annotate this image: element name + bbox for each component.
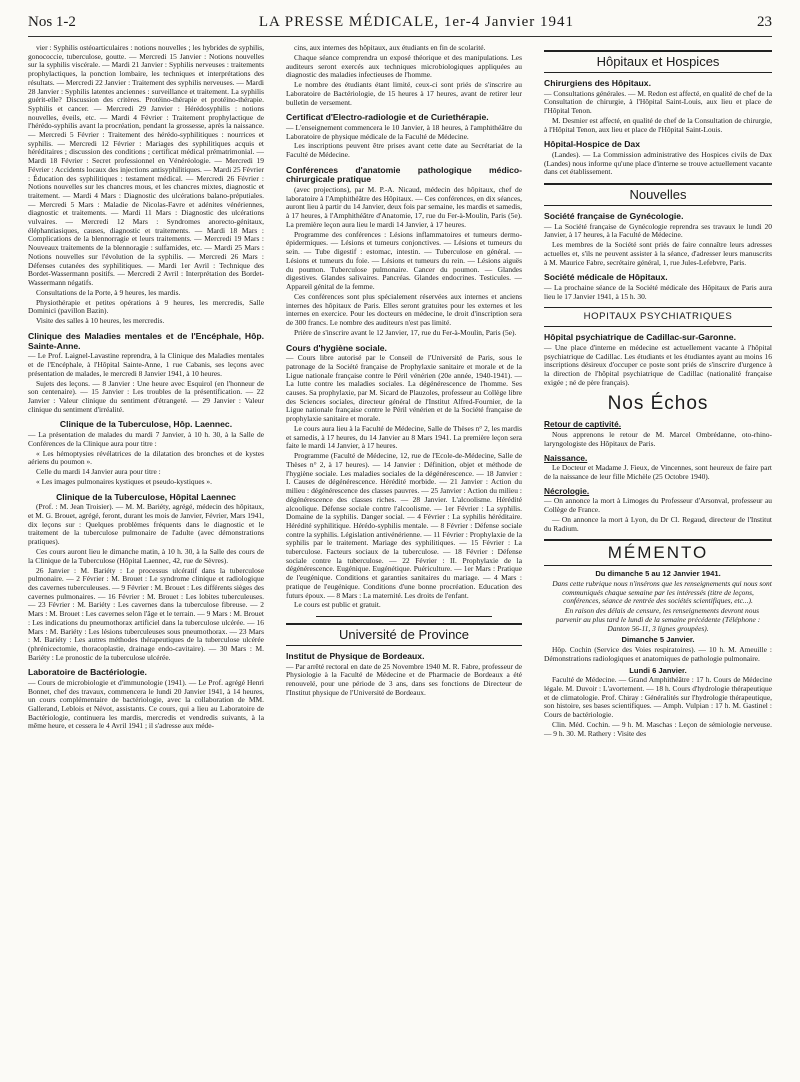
paragraph: — On annonce la mort à Lyon, du Dr Cl. Regaud, directeur de l'Institut du Radium. — [544, 514, 772, 533]
c3-e3-title: Nécrologie. — [544, 485, 590, 496]
paragraph: Dans cette rubrique nous n'insérons que les renseignements qui nous sont communiqués chaque semaine par les intéressés (titre de leçons, conférences, séance de rentrée des sociétés scientifiques, etc...). — [552, 579, 772, 606]
paragraph: — Cours libre autorisé par le Conseil de l'Université de Paris, sous le patronage de la Société française de Prophylaxie sanitaire et morale et de la Ligue nationale française contre le Péril vénérien (20e année, 1940-1941). — La lutte contre les maladies sociales. La dégénérescence de l'homme. Ses causes. Sa prophylaxie, par M. Sicard de Plauzoles, professeur au Collège libre des Sciences sociales, directeur général de l'Institut Alfred-Fournier, de la Ligue nationale française contre le Péril vénérien et de la Société française de prophylaxie sanitaire et morale. — [286, 353, 522, 424]
c3-h2-title: Hôpital-Hospice de Dax — [544, 139, 640, 150]
paragraph: Faculté de Médecine. — Grand Amphithéâtre : 17 h. Cours de Médecine légale. M. Duvoir : L'avortement. — 18 h. Cours d'hydrologie thérapeutique et de climatologie. Prof. Chiray : Généralités sur l'hydrologie thérapeutique, son histoire, ses bases scientifiques. — Amph. Vulpian : 17 h. M. Gastinel : Cours de bactériologie. — [544, 675, 772, 720]
paragraph: — La présentation de malades du mardi 7 Janvier, à 10 h. 30, à la Salle de Conférences de la Clinique aura pour titre : — [28, 429, 264, 448]
paragraph: « Les hémoptysies révélatrices de la dilatation des bronches et de kystes aériens du poumon ». — [28, 448, 264, 467]
paragraph: Le cours est public et gratuit. — [294, 600, 381, 610]
c2-s4-body — [286, 663, 522, 698]
c2-intro — [286, 44, 522, 107]
paragraph: Chaque séance comprendra un exposé théorique et des manipulations. Les auditeurs seront exercés aux techniques microbiologiques appliquées au diagnostic des maladies infectieuses de l'homme. — [286, 52, 522, 80]
c3-h1-body — [544, 90, 772, 135]
paragraph: « Les images pulmonaires kystiques et pseudo-kystiques ». — [36, 477, 212, 487]
paragraph: — L'enseignement commencera le 10 Janvier, à 18 heures, à l'amphithéâtre du Laboratoire de physique médicale de la Faculté de Médecine. — [286, 122, 522, 141]
c2-s3-body — [286, 354, 522, 610]
column-2 — [286, 44, 522, 699]
c3-n2-body — [544, 284, 772, 301]
paragraph: vier : Syphilis ostéoarticulaires : notions nouvelles ; les hybrides de syphilis, gonococcie, tuberculose, goutte. — Mercredi 15 Janvier : Notions nouvelles sur la syphilis viscérale. — Mardi 21 Janvier : Syphilis nerveuses : traitements prophylactiques, la ponction lombaire, les techniques et interprétations des résultats. — Mercredi 22 Janvier : Traitement des syphilis nerveuses. — Mardi 28 Janvier : Syphilis latentes anciennes : surveillance et traitement. La syphilis guérit-elle? Discussion des critères. Protéino-thérapie et protéino-thérapie. Syphilis et cancer. — Mercredi 29 Janvier : Hérédosyphilis : notions nouvelles, éveils, etc. — Mardi 4 Février : Traitement prophylactique de l'hérédo-syphilis avant la procréation, pendant la grossesse, après la naissance. — Mercredi 5 Février : Traitement des hérédo-syphilitiques : nourrices et syphilis. — Mercredi 12 Février : Mariages des syphilitiques acquis et héréditaires ; discussion des conditions ; certificat médical prématrimonial. — Mardi 18 Février : Secret professionnel en Vénéréologie. — Mercredi 19 Février : Accidents locaux des injections antisyphilitiques. — Mardi 25 Février : Éducation des syphilitiques : testament médical. — Mercredi 26 Février : Notions nouvelles sur les chancres mous, et les chancres mixtes, diagnostic et traitement. — Mardi 4 Mars : Diagnostic des ulcérations balano-préputiales. — Mercredi 5 Mars : Maladie de Nicolas-Favre et adénites vénériennes, diagnostic et traitements. — Mardi 11 Mars : Diagnostic des ulcérations vulvaires. — Mercredi 12 Mars : Syndromes anorecto-génitaux, éléphantiasiques, causes, diagnostic et traitements. — Mardi 18 Mars : Complications de la blennorragie et leurs traitements. — Mercredi 19 Mars : Nouveaux traitements de la blennoragie : sulfamides, etc. — Mardi 25 Mars : Notions nouvelles sur l'évolution de la syphilis. — Mercredi 26 Mars : Défenses cutanées des syphilitiques. — Mardi 1er Avril : Technique des Bordet-Wassermann positifs. — Mercredi 2 Avril : Interprétation des Bordet-Wassermann négatifs. — [28, 43, 264, 287]
c3-e1-title: Retour de captivité. — [544, 419, 621, 430]
c3-n2-title: Société médicale de Hôpitaux. — [544, 272, 668, 283]
memento-intro — [544, 580, 772, 633]
paragraph: Programme des conférences : Lésions inflammatoires et tumeurs dermo-épidermiques. — Lésions et tumeurs conjonctives. — Lésions et tumeurs du sein. — Tube digestif : estomac, intestin. — Tuberculose en général. — Lésions et tumeurs du foie. — Lésions et tumeurs du rein. — Lésions aiguës du poumon. Tuberculose pulmonaire. Cancer du poumon. — Glandes digestives. Glandes salivaires. Pancréas. Glandes endocrines. Testicules. — Appareil génital de la femme. — [286, 229, 522, 291]
c2-s1-body — [286, 124, 522, 160]
memento-day-2-body — [544, 676, 772, 738]
memento-day-1-body — [544, 646, 772, 663]
paragraph: — Cours de microbiologie et d'immunologie (1941). — Le Prof. agrégé Henri Bonnet, chef des travaux, commencera le lundi 20 Janvier 1941, à 14 heures, un cours complémentaire de bactériologie, avec la collaboration de MM. Gallerand, Leblois et Névot, assistants. Ce cours, qui a lieu au Laboratoire de Bactériologie, continuera les mardis, mercredis et vendredis suivants, à la même heure, et cessera le 4 Avril 1941 ; il s'adresse aux méde- — [28, 677, 264, 731]
paragraph: 26 Janvier : M. Bariéty : Le processus ulcératif dans la tuberculose pulmonaire. — 2 Février : M. Brouet : Le syndrome clinique et radiologique des cavernes tuberculeuses. — 9 Février : M. Brouet : Les différents sièges des cavernes pulmonaires. — 16 Février : M. Brouet : Les lobites tuberculeuses. — 23 Février : M. Bariéty : Les cavernes dans la tuberculose fibreuse. — 2 Mars : M. Brouet : Les cavernes selon l'âge et le terrain. — 9 Mars : M. Brouet : Les indications du pneumothorax artificiel dans la tuberculose ulcérée. — 16 Mars : M. Bariéty : Les lésions tuberculeuses sous pneumothorax. — 23 Mars : M. Bariéty : Les autres méthodes thérapeutiques de la tuberculose ulcérée (phrénicectomie, thoracoplastie, drainage endo-cavitaire). — 30 Mars : M. Bariéty : Le pronostic de la tuberculose ulcérée. — [28, 565, 264, 662]
c1-s4-body — [28, 679, 264, 731]
c2-s4-title: Institut de Physique de Bordeaux. — [286, 651, 425, 662]
paragraph: Nous apprenons le retour de M. Marcel Ombrédanne, oto-rhino-laryngologiste des Hôpitaux de Paris. — [544, 430, 772, 448]
page-header — [28, 14, 772, 37]
paragraph: En raison des délais de censure, les renseignements devront nous parvenir au plus tard le lundi de la semaine précédente (Téléphone : Danton 56-11, 3 lignes groupées). — [555, 606, 761, 633]
c1-s2-body — [28, 431, 264, 487]
c1-s3-body — [28, 503, 264, 662]
c3-e1-body — [544, 431, 772, 448]
paragraph: Celle du mardi 14 Janvier aura pour titre : — [36, 467, 161, 477]
section-title-province: Université de Province — [286, 623, 522, 646]
paragraph: Ces conférences sont plus spécialement réservées aux internes et anciens internes des hôpitaux de Paris. Elles seront gratuites pour les externes et les internes en exercice. Pour les docteurs en médecine, le droit d'inscription sera de 300 francs. Le nombre des auditeurs n'est pas limité. — [286, 291, 522, 327]
c2-s1-title: Certificat d'Electro-radiologie et de Curiethérapie. — [286, 112, 489, 123]
c3-e2-title: Naissance. — [544, 452, 588, 463]
paragraph: M. Desmier est affecté, en qualité de chef de la Consultation de chirurgie, à l'Hôpital Tenon, aux lieu et place de l'Hôpital Saint-Louis. — [544, 115, 772, 134]
c3-h1-title: Chirurgiens des Hôpitaux. — [544, 78, 651, 88]
section-title-echos: Nos Échos — [607, 393, 709, 415]
paragraph: Les inscriptions peuvent être prises avant cette date au Secrétariat de la Faculté de Médecine. — [286, 141, 522, 160]
paragraph: Ces cours auront lieu le dimanche matin, à 10 h. 30, à la Salle des cours de la Clinique de la Tuberculose (Hôpital Laennec, 42, rue de Sèvres). — [28, 547, 264, 565]
memento-day-2: Lundi 6 Janvier. — [629, 665, 687, 675]
paragraph: cins, aux internes des hôpitaux, aux étudiants en fin de scolarité. — [294, 43, 486, 52]
paragraph: Les membres de la Société sont priés de faire connaître leurs adresses actuelles et, s'ils ne peuvent assister à la séance, d'adresser leurs manuscrits à M. Maurice Fabre, secrétaire général, 1, rue Jules-Lefebvre, Paris. — [544, 240, 772, 267]
column-3 — [544, 44, 772, 740]
paragraph: — La prochaine séance de la Société médicale des Hôpitaux de Paris aura lieu le 17 Janvier 1941, à 15 h. 30. — [544, 282, 772, 301]
paragraph: Le nombre des étudiants étant limité, ceux-ci sont priés de s'inscrire au Laboratoire de Bactériologie, de 15 heures à 17 heures, avant de retirer leur bulletin de versement. — [286, 80, 522, 107]
paragraph: — On annonce la mort à Limoges du Professeur d'Arsonval, professeur au Collège de France. — [544, 496, 772, 515]
section-title-hopitaux: Hôpitaux et Hospices — [544, 50, 772, 73]
section-title-psychiatriques: HOPITAUX PSYCHIATRIQUES — [544, 307, 772, 327]
issue-number: Nos 1-2 — [28, 14, 76, 30]
memento-period: Du dimanche 5 au 12 Janvier 1941. — [595, 569, 721, 579]
paragraph: Le Docteur et Madame J. Fieux, de Vincennes, sont heureux de faire part de la naissance de leur fille Michèle (25 Octobre 1940). — [544, 463, 772, 481]
paragraph: — Une place d'interne en médecine est actuellement vacante à l'hôpital psychiatrique de Cadillac. Les étudiants et les étudiantes ayant au moins 16 inscriptions désireux d'occuper ce poste sont priés de s'inscrire d'urgence à la direction de l'hôpital psychiatrique de Cadillac (nationalité française exigée ; né de père français). — [544, 342, 772, 387]
paragraph: Consultations de la Porte, à 9 heures, les mardis. — [36, 287, 181, 297]
c1-intro — [28, 44, 264, 326]
paragraph: (avec projections), par M. P.-A. Nicaud, médecin des hôpitaux, chef de laboratoire à l'Amphithéâtre des Hôpitaux. — Ces conférences, en dix séances, auront lieu à partir du 14 Janvier, deux fois par semaine, les mardis et samedis, à 17 heures, à l'Amphithéâtre d'Anatomie, 17, rue du Fer-à-Moulin, Paris (5e). La première leçon aura lieu le mardi 14 Janvier, à 17 heures. — [286, 185, 522, 229]
paragraph: Prière de s'inscrire avant le 12 Janvier, 17, rue du Fer-à-Moulin, Paris (5e). — [294, 327, 517, 337]
c3-p1-body — [544, 344, 772, 388]
divider — [316, 616, 492, 617]
journal-title: LA PRESSE MÉDICALE, 1er-4 Janvier 1941 — [258, 14, 575, 30]
paragraph: — Le Prof. Laignel-Lavastine reprendra, à la Clinique des Maladies mentales et de l'Encéphale, à l'Hôpital Sainte-Anne, 1 rue Cabanis, ses leçons avec présentation de malades, le mercredi 8 Janvier 1941, à 10 heures. — [28, 351, 264, 378]
c1-s1-body — [28, 352, 264, 414]
page-number: 23 — [756, 14, 772, 30]
paragraph: Clin. Méd. Cochin. — 9 h. M. Maschas : Leçon de sémiologie nerveuse. — 9 h. 30. M. Rathery : Visite des — [544, 719, 772, 738]
paragraph: Le cours aura lieu à la Faculté de Médecine, Salle de Thèses n° 2, les mardis et samedis, à 17 heures, du 14 Janvier au 8 Mars 1941. La première leçon sera faite le mardi 14 Janvier, à 17 heures. — [286, 424, 522, 451]
paragraph: Hôp. Cochin (Service des Voies respiratoires). — 10 h. M. Ameuille : Démonstrations radiologiques et anatomiques de pathologie pulmonaire. — [544, 645, 772, 663]
paragraph: (Prof. : M. Jean Troisier). — M. M. Bariéty, agrégé, médecin des hôpitaux, et M. G. Brouet, agrégé, feront, durant les mois de Janvier, Février, Mars 1941, dix leçons sur : Quelques problèmes fréquents dans le diagnostic et le traitement de la tuberculose pulmonaire de l'adulte (avec démonstrations pratiques). — [28, 502, 264, 547]
column-1 — [28, 44, 264, 732]
memento-day-1: Dimanche 5 Janvier. — [621, 635, 695, 645]
c3-e3-body — [544, 497, 772, 533]
paragraph: — Consultations générales. — M. Redon est affecté, en qualité de chef de la Consultation de chirurgie, à l'Hôpital Saint-Louis, aux lieu et place de l'Hôpital Tenon. — [544, 88, 772, 115]
c3-n1-title: Société française de Gynécologie. — [544, 211, 684, 221]
paragraph: — Par arrêté rectoral en date de 25 Novembre 1940 M. R. Fabre, professeur de Physiologie à la Faculté de Médecine et de Pharmacie de Bordeaux a été renouvelé, pour une période de 3 ans, dans ses fonctions de Directeur de l'Institut physique de l'Université de Bordeaux. — [286, 661, 522, 697]
c1-s1-title: Clinique des Maladies mentales et de l'Encéphale, Hôp. Sainte-Anne. — [28, 331, 264, 351]
c2-s2-title: Conférences d'anatomie pathologique médico-chirurgicale pratique — [286, 164, 522, 185]
paragraph: Physiothérapie et petites opérations à 9 heures, les mercredis, Salle Dominici (pavillon Bazin). — [28, 297, 264, 316]
paragraph: (Landes). — La Commission administrative des Hospices civils de Dax (Landes) nous informe qu'une place d'interne se trouve actuellement vacante dans cet établissement. — [544, 149, 772, 177]
c3-h2-body — [544, 151, 772, 177]
paragraph: Programme (Faculté de Médecine, 12, rue de l'Ecole-de-Médecine, Salle de Thèses n° 2, à 17 heures). — 14 Janvier : Définition, objet et méthode de l'hygiène sociale. Les maladies sociales de la dégénérescence. — 18 Janvier : I. Causes de dégénérescence. Hérédité morbide. — 21 Janvier : Action du milieu : dégénérescence des classes pauvres. — 25 Janvier : Action du milieu : dégénérescence des classes riches. — 28 Janvier. L'alcoolisme. Hérédité alcoolique. Défense sociale contre l'alcoolisme. — 1er Février : La syphilis. Domaine de la syphilis. Danger social. — 4 Février : La syphilis héréditaire. Hérédité syphilitique. Hérédo-syphilis mentale. — 8 Février : Défense sociale contre la syphilis. Législation antivénérienne. — 11 Février : Prophylaxie de la syphilis par le traitement. Mariage des syphilitiques. — 15 Février : La tuberculose. Facteurs sociaux de la tuberculose. — 18 Février : Défense sociale contre la tuberculose. — 22 Février : II. Prophylaxie de la dégénérescence. Eugénique. Eugénétique. Puériculture. — 1er Mars : Pratique de l'eugénique. Conditions et garanties sanitaires du mariage. — 4 Mars : pratique de l'eugénique. Conditions d'une bonne procréation. Education des futurs époux. — 8 Mars : La maternité. Les droits de l'enfant. — [286, 451, 522, 600]
paragraph: Visite des salles à 10 heures, les mercredis. — [36, 316, 165, 326]
c1-s2-title: Clinique de la Tuberculose, Hôp. Laennec. — [59, 419, 233, 430]
c3-p1-title: Hôpital psychiatrique de Cadillac-sur-Garonne. — [544, 332, 736, 343]
c3-n1-body — [544, 223, 772, 268]
c2-s2-body — [286, 186, 522, 338]
section-title-memento: MÉMENTO — [544, 539, 772, 566]
c2-s3-title: Cours d'hygiène sociale. — [286, 342, 387, 353]
paragraph: — La Société française de Gynécologie reprendra ses travaux le lundi 20 Janvier, à 17 heures, à la Faculté de Médecine. — [544, 221, 772, 240]
c3-e2-body — [544, 464, 772, 481]
paragraph: Sujets des leçons. — 8 Janvier : Une heure avec Esquirol (en l'honneur de son centenaire). — 15 Janvier : Les troubles de la présentification. — 22 Janvier : Valeur clinique du sentiment d'étrangeté. — 29 Janvier : Valeur clinique du sentiment d'irréalité. — [28, 378, 264, 414]
c1-s3-title: Clinique de la Tuberculose, Hôpital Laennec — [56, 491, 236, 502]
c1-s4-title: Laboratoire de Bactériologie. — [28, 667, 147, 678]
section-title-nouvelles: Nouvelles — [544, 183, 772, 206]
